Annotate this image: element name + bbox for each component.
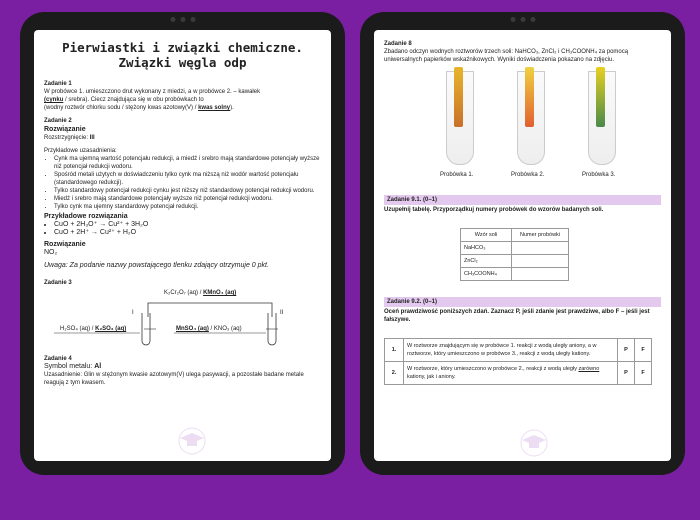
right-screen[interactable] [374, 30, 671, 461]
task8-text: Zbadano odczyn wodnych roztworów trzech soli: NaHCO₃, ZnCl₂ i CH₃COONH₄ za pomocą uniwersalnych papierków wskaźnikowych. Wyniki doświadczenia pokazano na zdjęciu. [384, 49, 629, 63]
left-reagent-label: H₂SO₄ (aq) / K₂SO₃ (aq) [60, 326, 127, 332]
list-item: • Tylko cynk ma ujemny standardowy potencjał redukcji. [54, 203, 321, 211]
left-tablet [20, 12, 345, 475]
tube-label-2: II [280, 310, 284, 316]
task2-answer: NO₂ [44, 249, 58, 256]
task91-band: Zadanie 9.1. (0–1) [384, 195, 661, 205]
statement-number: 1. [385, 339, 404, 362]
camera-icon [510, 17, 535, 22]
equation: • CuO + 2H₃O⁺ → Cu²⁺ + 3H₂O [54, 221, 321, 229]
true-option[interactable]: P [618, 339, 635, 362]
right-tablet [360, 12, 685, 475]
task2-heading: Zadanie 2 [44, 118, 72, 124]
top-reagent-label: K₂Cr₂O₇ (aq) / KMnO₄ (aq) [164, 290, 237, 296]
page-title: Pierwiastki i związki chemiczne. Związki węgla odp [62, 40, 303, 70]
task92-band: Zadanie 9.2. (0–1) [384, 297, 661, 307]
indicator-strip-2 [525, 67, 534, 127]
table-row [461, 268, 569, 281]
left-screen[interactable] [34, 30, 331, 461]
salt-table [460, 228, 569, 281]
task8-heading: Zadanie 8 [384, 41, 412, 47]
task1-text: W probówce 1. umieszczono drut wykonany z miedzi, a w probówce 2. – kawałek (cynku / srebra). Ciecz znajdująca się w obu probówkach to (wodny roztwór chlorku sodu / stężony kwas azotowy(V) / kwas solny). [44, 89, 261, 111]
tube-caption-2: Probówka 2. [511, 172, 545, 178]
false-option[interactable]: F [635, 362, 652, 385]
task1-heading: Zadanie 1 [44, 81, 72, 87]
salt-formula: CH₃COONH₄ [461, 268, 512, 281]
test-tubes-photo [384, 67, 661, 189]
statement-number: 2. [385, 362, 404, 385]
task91-text: Uzupełnij tabelę. Przyporządkuj numery probówek do wzorów badanych soli. [384, 207, 604, 213]
tube-label-1: I [132, 310, 134, 316]
equation: • CuO + 2H⁺ → Cu²⁺ + H₂O [54, 229, 321, 237]
right-reagent-label: MnSO₄ (aq) / KNO₃ (aq) [176, 326, 242, 332]
task2-note: Uwaga: Za podanie nazwy powstającego tlenku zdający otrzymuje 0 pkt. [44, 262, 269, 269]
camera-icon [170, 17, 195, 22]
tube-caption-3: Probówka 3. [582, 172, 616, 178]
table-row [461, 242, 569, 255]
graduation-cap-icon [516, 427, 552, 457]
task2-subheading-2: Rozwiązanie [44, 241, 86, 248]
table-row [461, 255, 569, 268]
task92-text: Oceń prawdziwość poniższych zdań. Zaznacz P, jeśli zdanie jest prawdziwe, albo F – jeśli jest fałszywe. [384, 309, 650, 323]
table-row [385, 362, 652, 385]
task4-heading: Zadanie 4 [44, 356, 72, 362]
true-false-table [384, 338, 652, 385]
salt-formula: NaHCO₃ [461, 242, 512, 255]
statement-text: W roztworze znajdującym się w probówce 1. reakcji z wodą uległy aniony, a w roztworze, który umieszczono w probówce 3., reakcji z wodą uległy kationy. [404, 339, 618, 362]
task4-justification: Uzasadnienie: Glin w stężonym kwasie azotowym(V) ulega pasywacji, a pozostałe badane metale reagują z tym kwasem. [44, 372, 304, 386]
task2-bullets [44, 155, 321, 211]
list-item: • Cynk ma ujemną wartość potencjału redukcji, a miedź i srebro mają standardowe potencjały wyższe niż potencjał redukcji wodoru. [54, 155, 321, 171]
indicator-strip-3 [596, 67, 605, 127]
tube-number-cell[interactable] [512, 268, 569, 281]
task3-heading: Zadanie 3 [44, 280, 72, 286]
solutions-title: Przykładowe rozwiązania [44, 213, 128, 220]
metal-symbol: Symbol metalu: Al [44, 363, 102, 370]
task2-subheading: Rozwiązanie [44, 126, 86, 133]
statement-text: W roztworze, który umieszczono w probówce 2., reakcji z wodą uległy zarówno kationy, jak i aniony. [404, 362, 618, 385]
tube-number-cell[interactable] [512, 255, 569, 268]
salt-formula: ZnCl₂ [461, 255, 512, 268]
tube-caption-1: Probówka 1. [440, 172, 474, 178]
task3-diagram [44, 287, 321, 349]
apparatus-drawing [44, 287, 331, 349]
table-row [385, 339, 652, 362]
list-item: • Miedź i srebro mają standardowe potencjały wyższe niż potencjał redukcji wodoru. [54, 195, 321, 203]
tube-number-cell[interactable] [512, 242, 569, 255]
equations-list [44, 221, 321, 237]
true-option[interactable]: P [618, 362, 635, 385]
false-option[interactable]: F [635, 339, 652, 362]
list-item: • Tylko standardowy potencjał redukcji cynku jest niższy niż standardowy potencjał redukcji wodoru. [54, 187, 321, 195]
table-header-row [461, 229, 569, 242]
task2-intro: Przykładowe uzasadnienia: [44, 148, 117, 154]
task2-verdict: Rozstrzygnięcie: III [44, 135, 95, 141]
column-header: Numer probówki [512, 229, 569, 242]
indicator-strip-1 [454, 67, 463, 127]
graduation-cap-icon [174, 425, 210, 455]
column-header: Wzór soli [461, 229, 512, 242]
list-item: • Spośród metali użytych w doświadczeniu tylko cynk ma niższą niż wodór wartość potencjału (standardowego redukcji). [54, 171, 321, 187]
